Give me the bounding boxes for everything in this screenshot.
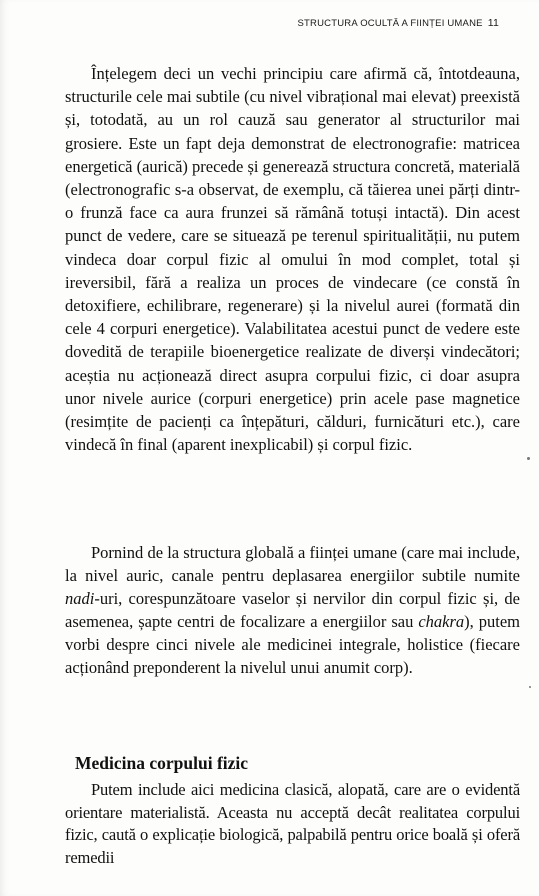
paragraph-2-block	[65, 541, 520, 679]
paragraph-3: Putem include aici medicina clasică, alopată, care are o evidentă orientare materialistă. Aceasta nu acceptă decât realitatea corpului fizic, caută o explicație biologică, palpabilă pentru orice boală și oferă remedii	[65, 780, 520, 867]
running-header	[298, 17, 499, 29]
paragraph-2	[65, 541, 520, 679]
print-speck	[529, 686, 531, 688]
section-heading: Medicina corpului fizic	[75, 753, 249, 773]
print-speck	[527, 457, 530, 460]
paragraph-2-part-2: -uri, corespunzătoare vaselor și nervilor din corpul fizic și, de asemenea, șapte centri de focalizare a energiilor sau	[65, 589, 520, 631]
paragraph-1: Înțelegem deci un vechi principiu care afirmă că, întotdeauna, structurile cele mai subtile (cu nivel vibrațional mai elevat) preexistă și, totodată, au un rol cauză sau generator al structurilor mai grosiere. Este un fapt deja demonstrat de electronografie: matricea energetică (aurică) precede și generează structura concretă, materială (electronografic s-a observat, de exemplu, că tăierea unei părți dintr-o frunză face ca aura frunzei să rămână totuși intactă). Din acest punct de vedere, care se situează pe terenul spiritualității, nu putem vindeca doar corpul fizic al omului în mod complet, total și ireversibil, fără a realiza un proces de vindecare (ce constă în detoxifiere, echilibrare, regenerare) și la nivelul aurei (formată din cele 4 corpuri energetice). Valabilitatea acestui punct de vedere este dovedită de terapiile bioenergetice realizate de diverși vindecători; aceștia nu acționează direct asupra corpului fizic, ci doar asupra unor nivele aurice (corpuri energetice) prin acele pase magnetice (resimțite de pacienți ca înțepături, călduri, furnicături etc.), care vindecă în final (aparent inexplicabil) și corpul fizic.	[65, 64, 520, 455]
paragraph-2-part-3: ), putem vorbi despre cinci nivele ale medicinei integrale, holistice (fiecare acționând preponderent la nivelul unui anumit corp).	[65, 612, 520, 677]
page-number: 11	[487, 17, 499, 29]
paragraph-3-block	[65, 779, 520, 869]
term-nadi: nadi	[65, 589, 95, 608]
paragraph-2-part-1: Pornind de la structura globală a ființei umane (care mai include, la nivel auric, canale pentru deplasarea energiilor subtile numite	[65, 543, 520, 585]
running-title: STRUCTURA OCULTĂ A FIINȚEI UMANE	[297, 18, 483, 29]
paragraph-1-block	[65, 62, 520, 456]
term-chakra: chakra	[418, 612, 465, 631]
